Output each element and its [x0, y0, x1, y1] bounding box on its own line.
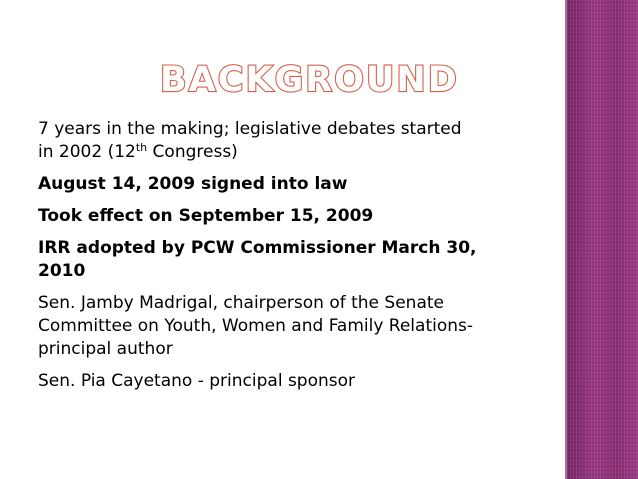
author-line-2: Committee on Youth, Women and Family Relations-	[38, 316, 474, 336]
ordinal-superscript: th	[135, 141, 148, 154]
paragraph-signed: August 14, 2009 signed into law	[38, 174, 348, 194]
paragraph-history	[38, 118, 538, 164]
paragraph-effect: Took effect on September 15, 2009	[38, 206, 374, 226]
author-line-3: principal author	[38, 339, 173, 359]
decorative-side-band	[567, 0, 638, 479]
paragraph-author	[38, 292, 538, 361]
irr-line-2: 2010	[38, 261, 86, 281]
paragraph-sponsor: Sen. Pia Cayetano - principal sponsor	[38, 371, 356, 391]
history-line-1: 7 years in the making; legislative debates started	[38, 119, 462, 139]
slide-body	[38, 118, 538, 393]
slide-title: BACKGROUND	[160, 60, 459, 100]
history-line-2-start: in 2002 (12	[38, 142, 136, 162]
author-line-1: Sen. Jamby Madrigal, chairperson of the Senate	[38, 293, 444, 313]
irr-line-1: IRR adopted by PCW Commissioner March 30,	[38, 238, 477, 258]
paragraph-irr	[38, 237, 538, 283]
history-line-2-end: Congress)	[147, 142, 238, 162]
